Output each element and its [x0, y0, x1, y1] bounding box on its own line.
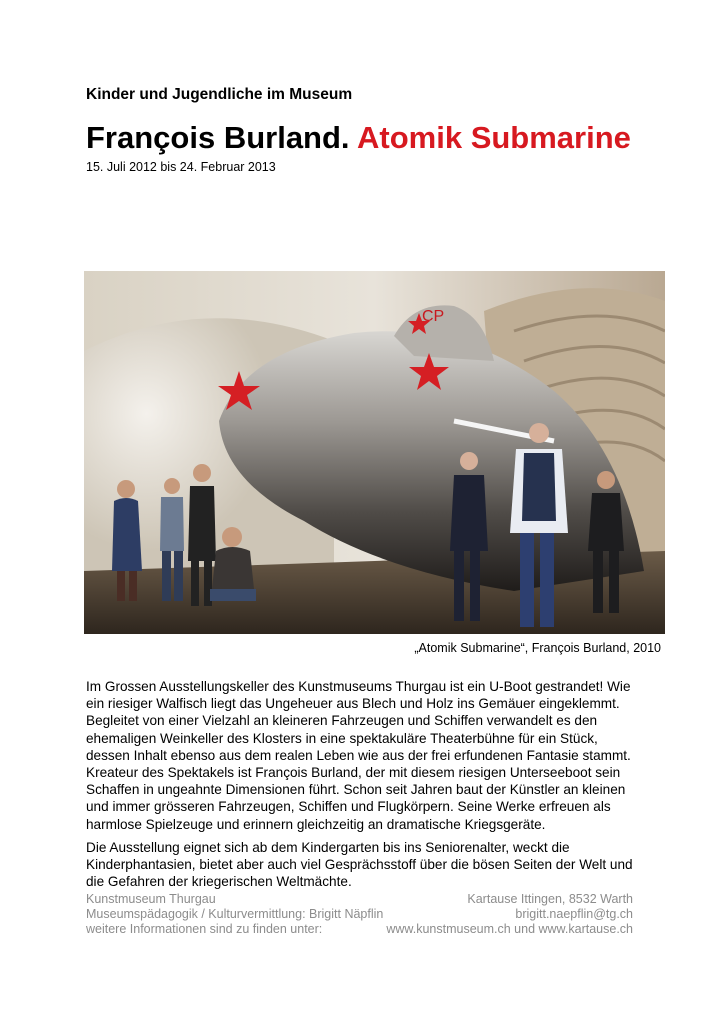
photo-caption: „Atomik Submarine“, François Burland, 2010 [414, 641, 661, 655]
page-title [86, 120, 631, 156]
kicker-heading: Kinder und Jugendliche im Museum [86, 86, 353, 103]
exhibition-photo [84, 271, 665, 634]
body-paragraph-2: Kreateur des Spektakels ist François Burland, der mit diesem riesigen Unterseeboot sein Schaffen in ungeahnte Dimensionen führt. Schon seit Jahren baut der Künstler an kleinen und immer grösseren Fahrzeugen, Schiffen und Flugkörpern. Seine Werke erfreuen als harmlose Spielzeuge und erinnern gleichzeitig an dramatische Kriegsgeräte. [86, 765, 626, 832]
exhibition-dates: 15. Juli 2012 bis 24. Februar 2013 [86, 160, 276, 174]
title-work: Atomik Submarine [357, 120, 631, 155]
submarine-photo-illustration [84, 271, 665, 634]
footer-email[interactable]: brigitt.naepflin@tg.ch [515, 907, 633, 921]
footer [86, 892, 633, 937]
body-paragraph-1: Im Grossen Ausstellungskeller des Kunstmuseums Thurgau ist ein U-Boot gestrandet! Wie ein riesiger Walfisch liegt das Ungeheuer aus Blech und Holz ins Gemäuer eingeklemmt. Begleitet von einer Vielzahl an kleineren Fahrzeugen und Schiffen verwandelt es den ehemaligen Weinkeller des Klosters in eine spektakuläre Theaterbühne für ein Stück, dessen Inhalt ebenso aus dem realen Leben wie aus der frei erfundenen Fantasie stammt. [86, 679, 631, 763]
body-text [86, 678, 642, 896]
title-artist: François Burland. [86, 120, 350, 155]
hull-lettering: CP [422, 308, 445, 325]
footer-more-info: weitere Informationen sind zu finden unter: [86, 922, 323, 936]
footer-address: Kartause Ittingen, 8532 Warth [467, 892, 633, 906]
body-paragraph-3: Die Ausstellung eignet sich ab dem Kindergarten bis ins Seniorenalter, weckt die Kinderphantasien, bietet aber auch viel Gesprächsstoff über die bösen Seiten der Welt und die Gefahren der kriegerischen Weltmächte. [86, 839, 633, 890]
footer-websites[interactable]: www.kunstmuseum.ch und www.kartause.ch [386, 922, 633, 936]
footer-museum-name: Kunstmuseum Thurgau [86, 892, 216, 906]
footer-department: Museumspädagogik / Kulturvermittlung: Brigitt Näpflin [86, 907, 384, 921]
